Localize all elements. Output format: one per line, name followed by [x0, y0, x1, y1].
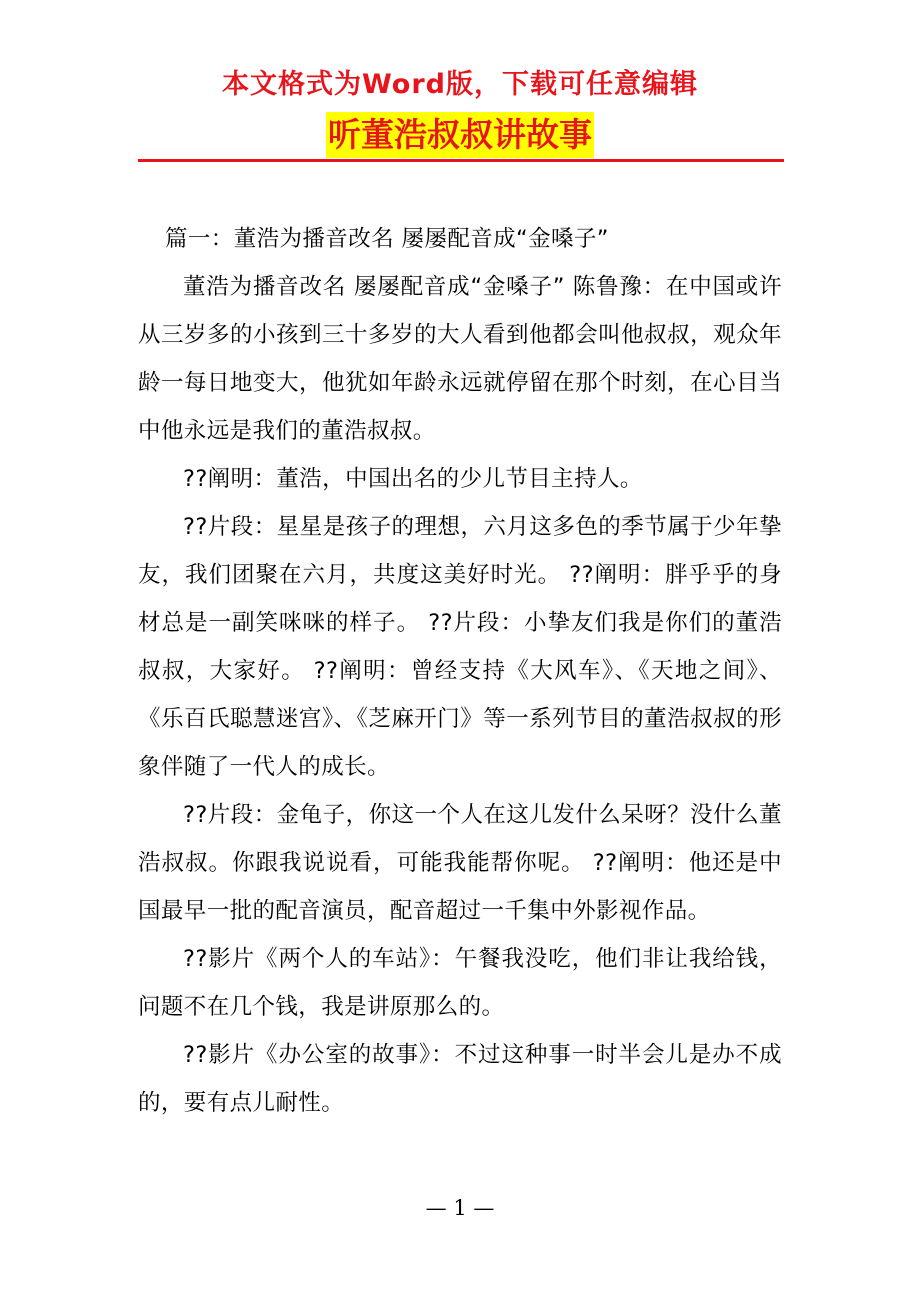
document-body: [138, 215, 782, 1127]
section-heading: 篇一：董浩为播音改名 屡屡配音成“金嗓子”: [165, 226, 609, 252]
paragraph: ??影片《办公室的故事》：不过这种事一时半会儿是办不成的，要有点儿耐性。: [138, 1042, 782, 1116]
page-number: — 1 —: [425, 1196, 495, 1220]
title-container: [0, 112, 920, 158]
header-divider: [138, 159, 784, 162]
paragraph: ??片段：星星是孩子的理想，六月这多色的季节属于少年挚友，我们团聚在六月，共度这美好时光。 ??阐明：胖乎乎的身材总是一副笑咪咪的样子。 ??片段：小挚友们我是你们的董浩叔叔，大家好。 ??阐明：曾经支持《大风车》、《天地之间》、《乐百氏聪慧迷宫》、《芝麻开门》等一系列节目的董浩叔叔的形象伴随了一代人的成长。: [138, 514, 782, 780]
paragraph: ??片段：金龟子，你这一个人在这儿发什么呆呀？没什么董浩叔叔。你跟我说说看，可能我能帮你呢。 ??阐明：他还是中国最早一批的配音演员，配音超过一千集中外影视作品。: [138, 802, 782, 924]
format-banner: 本文格式为Word版，下载可任意编辑: [221, 69, 698, 100]
document-title: 听董浩叔叔讲故事: [326, 112, 594, 158]
paragraph: ??影片《两个人的车站》：午餐我没吃，他们非让我给钱，问题不在几个钱，我是讲原那么的。: [138, 946, 782, 1020]
paragraph: 董浩为播音改名 屡屡配音成“金嗓子” 陈鲁豫：在中国或许从三岁多的小孩到三十多岁的大人看到他都会叫他叔叔，观众年龄一每日地变大，他犹如年龄永远就停留在那个时刻，在心目当中他永远是我们的董浩叔叔。: [138, 274, 782, 444]
paragraph: ??阐明：董浩，中国出名的少儿节目主持人。: [183, 466, 643, 492]
